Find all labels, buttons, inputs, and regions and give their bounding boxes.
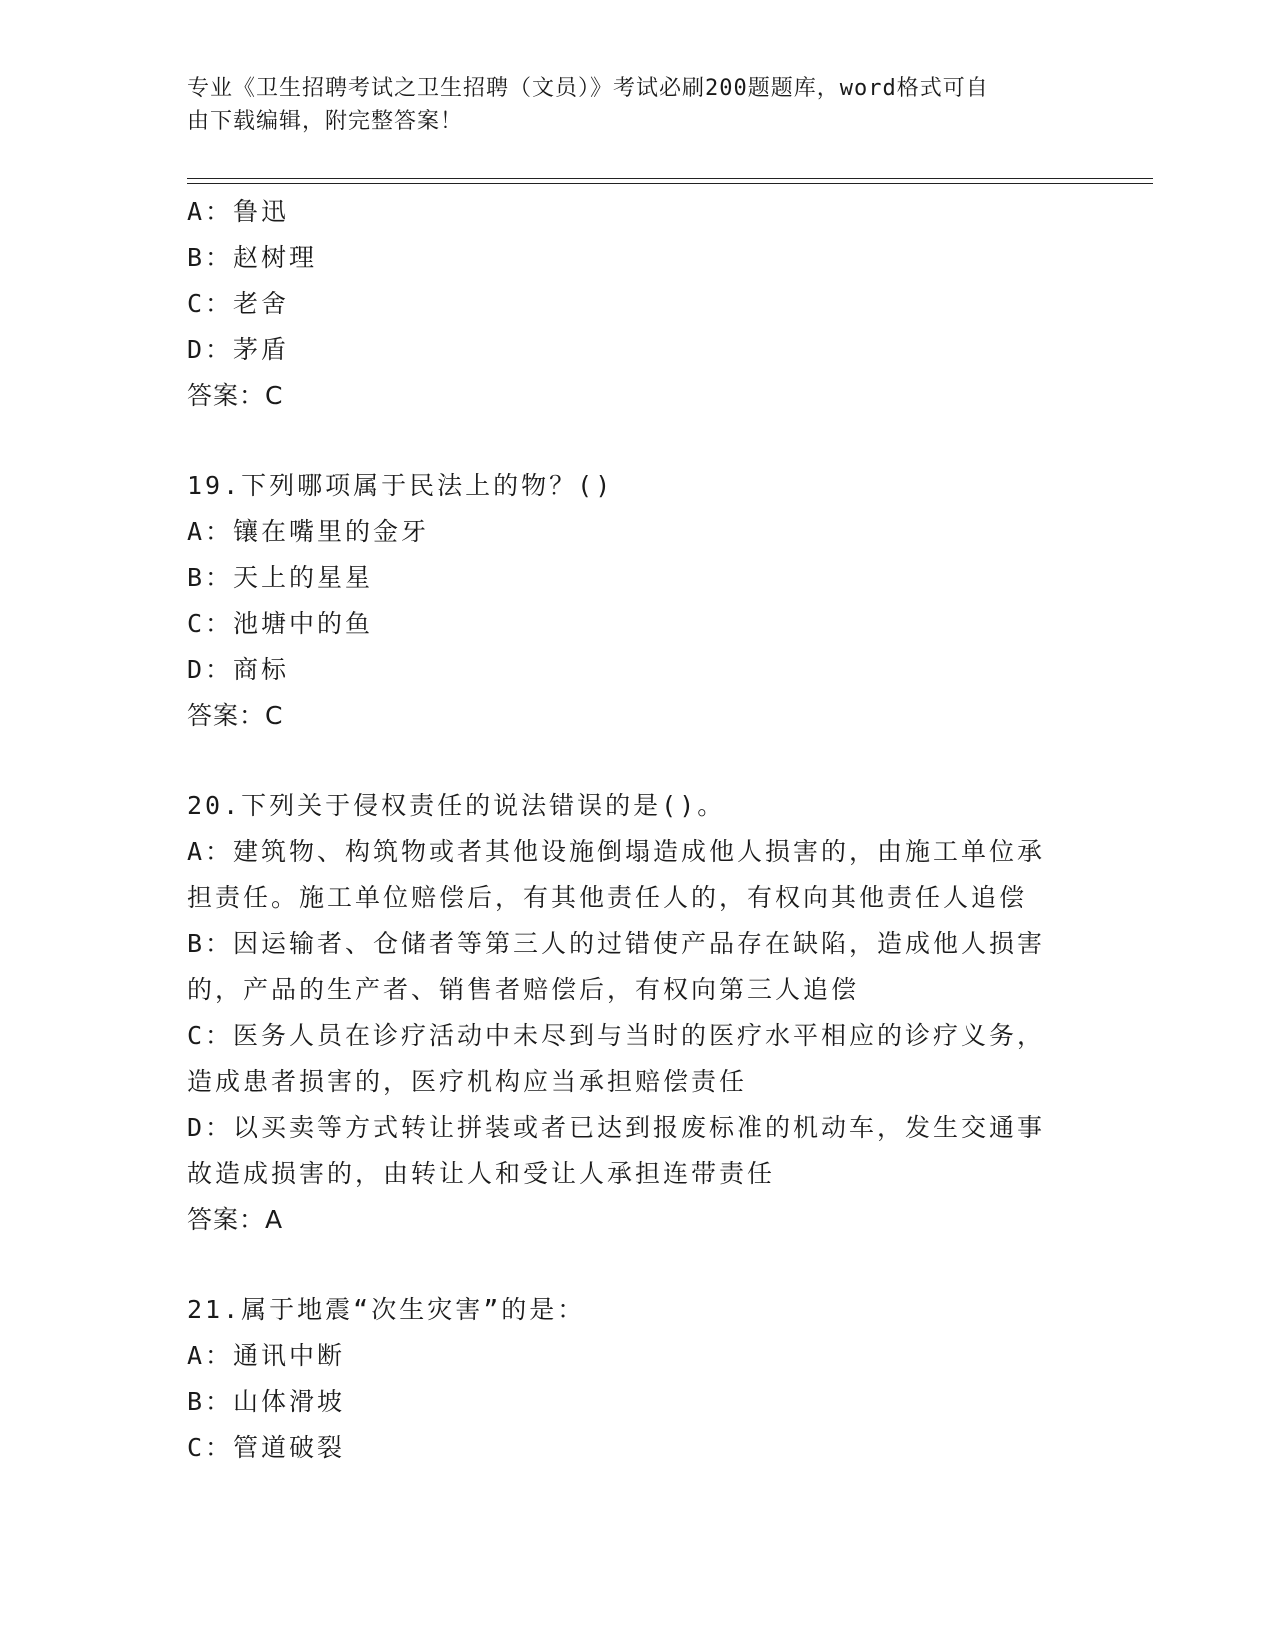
option-a-line-2: 担责任。施工单位赔偿后，有其他责任人的，有权向其他责任人追偿 <box>187 883 1028 912</box>
option-d: D：茅盾 <box>187 335 290 364</box>
question-text: 20.下列关于侵权责任的说法错误的是()。 <box>187 791 726 820</box>
question-21 <box>187 1287 1087 1471</box>
question-18 <box>187 189 1087 419</box>
option-b: B：天上的星星 <box>187 563 374 592</box>
header-rule-top <box>187 178 1153 179</box>
option-a: A：通讯中断 <box>187 1341 346 1370</box>
document-header <box>187 72 1067 138</box>
header-rule-bottom <box>187 183 1153 184</box>
question-text: 21.属于地震“次生灾害”的是： <box>187 1295 586 1324</box>
spacer <box>187 419 1087 463</box>
option-c-line-2: 造成患者损害的，医疗机构应当承担赔偿责任 <box>187 1067 748 1096</box>
spacer <box>187 1243 1087 1287</box>
answer: 答案：A <box>187 1205 284 1234</box>
question-19 <box>187 463 1087 739</box>
option-a: A：镶在嘴里的金牙 <box>187 517 430 546</box>
option-a: A：鲁迅 <box>187 197 290 226</box>
header-line-1: 专业《卫生招聘考试之卫生招聘（文员）》考试必刷200题题库，word格式可自 <box>187 76 989 101</box>
option-b-line-2: 的，产品的生产者、销售者赔偿后，有权向第三人追偿 <box>187 975 860 1004</box>
spacer <box>187 739 1087 783</box>
answer: 答案：C <box>187 701 284 730</box>
question-20 <box>187 783 1087 1243</box>
option-c: C：老舍 <box>187 289 290 318</box>
option-d: D：商标 <box>187 655 290 684</box>
question-list <box>187 189 1087 1471</box>
option-d-line-1: D：以买卖等方式转让拼装或者已达到报废标准的机动车，发生交通事 <box>187 1113 1046 1142</box>
option-d-line-2: 故造成损害的，由转让人和受让人承担连带责任 <box>187 1159 776 1188</box>
option-a-line-1: A：建筑物、构筑物或者其他设施倒塌造成他人损害的，由施工单位承 <box>187 837 1046 866</box>
option-c: C：管道破裂 <box>187 1433 346 1462</box>
question-text: 19.下列哪项属于民法上的物？() <box>187 471 614 500</box>
answer: 答案：C <box>187 381 284 410</box>
option-c: C：池塘中的鱼 <box>187 609 374 638</box>
option-b: B：山体滑坡 <box>187 1387 346 1416</box>
header-line-2: 由下载编辑，附完整答案！ <box>187 109 464 134</box>
option-c-line-1: C：医务人员在诊疗活动中未尽到与当时的医疗水平相应的诊疗义务， <box>187 1021 1046 1050</box>
option-b-line-1: B：因运输者、仓储者等第三人的过错使产品存在缺陷，造成他人损害 <box>187 929 1046 958</box>
option-b: B：赵树理 <box>187 243 318 272</box>
